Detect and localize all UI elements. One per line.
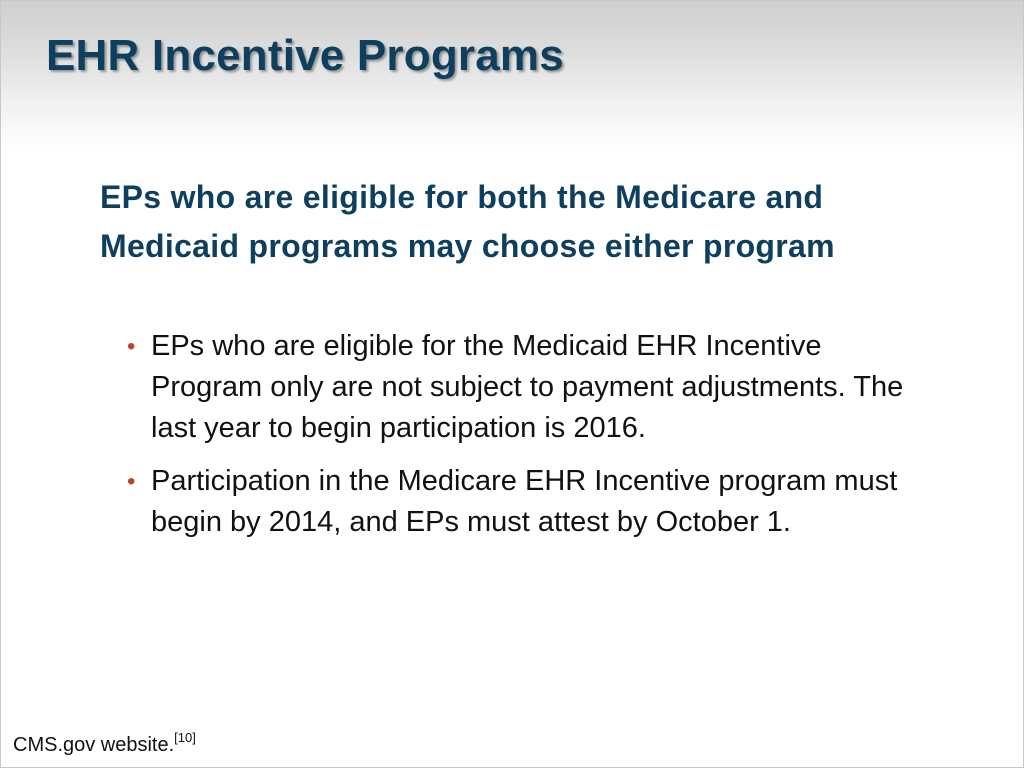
bullet-item xyxy=(125,461,925,543)
bullet-dot-icon: • xyxy=(127,468,136,495)
bullet-item xyxy=(125,326,925,449)
source-citation xyxy=(13,730,196,757)
bullet-text: EPs who are eligible for the Medicaid EHR Incentive Program only are not subject to payment adjustments. The last year to begin participation is 2016. xyxy=(151,330,904,444)
citation-reference: [10] xyxy=(174,730,196,745)
lead-statement: EPs who are eligible for both the Medicare and Medicaid programs may choose either program xyxy=(100,179,835,264)
bullet-list xyxy=(125,326,925,555)
citation-text: CMS.gov website. xyxy=(13,734,175,756)
bullet-text: Participation in the Medicare EHR Incentive program must begin by 2014, and EPs must attest by October 1. xyxy=(151,465,898,538)
bullet-dot-icon: • xyxy=(127,333,136,360)
slide-title: EHR Incentive Programs xyxy=(46,31,564,80)
